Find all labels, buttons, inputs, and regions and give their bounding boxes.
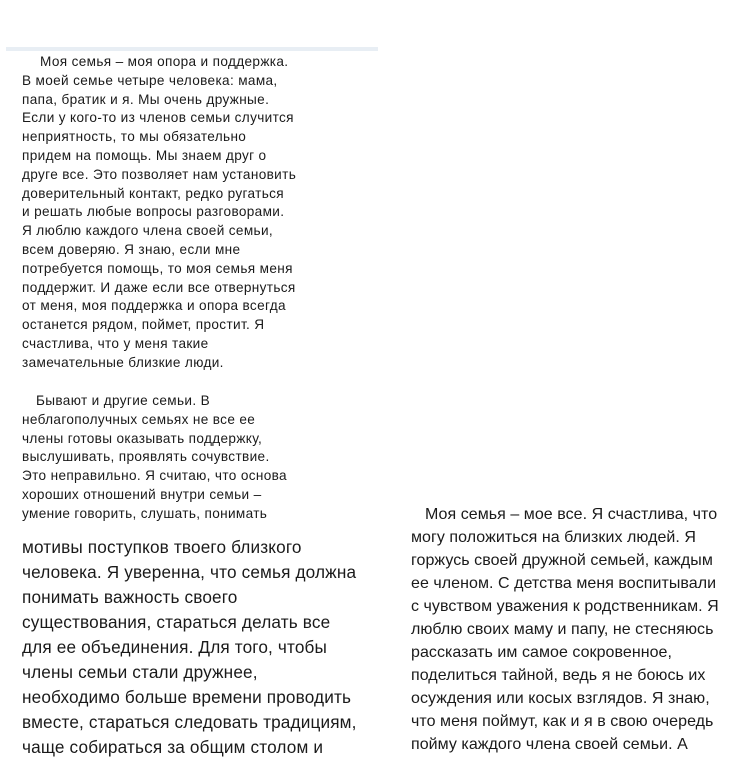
text-line: поделиться тайной, ведь я не боюсь их bbox=[411, 667, 706, 684]
text-line: друге все. Это позволяет нам установить bbox=[22, 166, 297, 182]
text-line: умение говорить, слушать, понимать bbox=[22, 505, 268, 521]
text-line: что меня поймут, как и я в свою очередь bbox=[411, 713, 714, 730]
top-divider-strip bbox=[6, 47, 378, 51]
text-line: всем доверяю. Я знаю, если мне bbox=[22, 242, 241, 257]
text-line: люблю своих маму и папу, не стесняюсь bbox=[411, 621, 714, 638]
text-line: члены семьи стали дружнее, bbox=[22, 662, 258, 682]
text-line: придем на помощь. Мы знаем друг о bbox=[22, 148, 267, 163]
text-line: Моя семья – моя опора и поддержка. bbox=[40, 54, 289, 69]
text-line: доверительный контакт, редко ругаться bbox=[22, 185, 285, 201]
text-line: понимать важность своего bbox=[22, 587, 238, 607]
text-line: В моей семье четыре человека: мама, bbox=[22, 72, 278, 88]
text-line: пойму каждого члена своей семьи. А bbox=[411, 736, 688, 753]
text-line: и решать любые вопросы разговорами. bbox=[22, 204, 285, 220]
text-line: Это неправильно. Я считаю, что основа bbox=[22, 468, 287, 484]
text-line: для ее объединения. Для того, чтобы bbox=[22, 637, 328, 657]
text-line: чаще собираться за общим столом и bbox=[22, 737, 324, 757]
text-line: с чувством уважения к родственникам. Я bbox=[411, 598, 719, 615]
text-line: необходимо больше времени проводить bbox=[22, 687, 352, 707]
text-line: Бывают и другие семьи. В bbox=[36, 393, 211, 408]
text-line: останется рядом, поймет, простит. Я bbox=[22, 317, 265, 333]
text-line: Я люблю каждого члена своей семьи, bbox=[22, 223, 274, 239]
text-line: рассказать им самое сокровенное, bbox=[411, 644, 672, 661]
text-line: счастлива, что у меня такие bbox=[22, 336, 209, 351]
text-line: замечательные близкие люди. bbox=[22, 354, 224, 370]
text-line: члены готовы оказывать поддержку, bbox=[22, 430, 263, 446]
text-line: Если у кого-то из членов семьи случится bbox=[22, 110, 294, 126]
text-line: мотивы поступков твоего близкого bbox=[22, 537, 302, 557]
text-line: неприятность, то мы обязательно bbox=[22, 129, 247, 145]
text-line: горжусь своей дружной семьей, каждым bbox=[411, 552, 713, 569]
text-line: поддержит. И даже если все отвернуться bbox=[22, 279, 296, 295]
text-line: человека. Я уверенна, что семья должна bbox=[22, 562, 357, 582]
text-line: ее членом. С детства меня воспитывали bbox=[411, 575, 717, 592]
text-line: Моя семья – мое все. Я счастлива, что bbox=[425, 506, 718, 523]
text-line: могу положиться на близких людей. Я bbox=[411, 529, 697, 546]
text-line: существования, стараться делать все bbox=[22, 612, 331, 632]
text-line: от меня, моя поддержка и опора всегда bbox=[22, 298, 286, 314]
text-line: хороших отношений внутри семьи – bbox=[22, 487, 262, 502]
text-line: вместе, стараться следовать традициям, bbox=[22, 712, 357, 732]
text-line: папа, братик и я. Мы очень дружные. bbox=[22, 91, 270, 107]
text-line: выслушивать, проявлять сочувствие. bbox=[22, 449, 270, 465]
text-line: потребуется помощь, то моя семья меня bbox=[22, 260, 293, 276]
text-line: осуждения или косых взглядов. Я знаю, bbox=[411, 690, 710, 707]
text-line: неблагополучных семьях не все ее bbox=[22, 411, 256, 427]
